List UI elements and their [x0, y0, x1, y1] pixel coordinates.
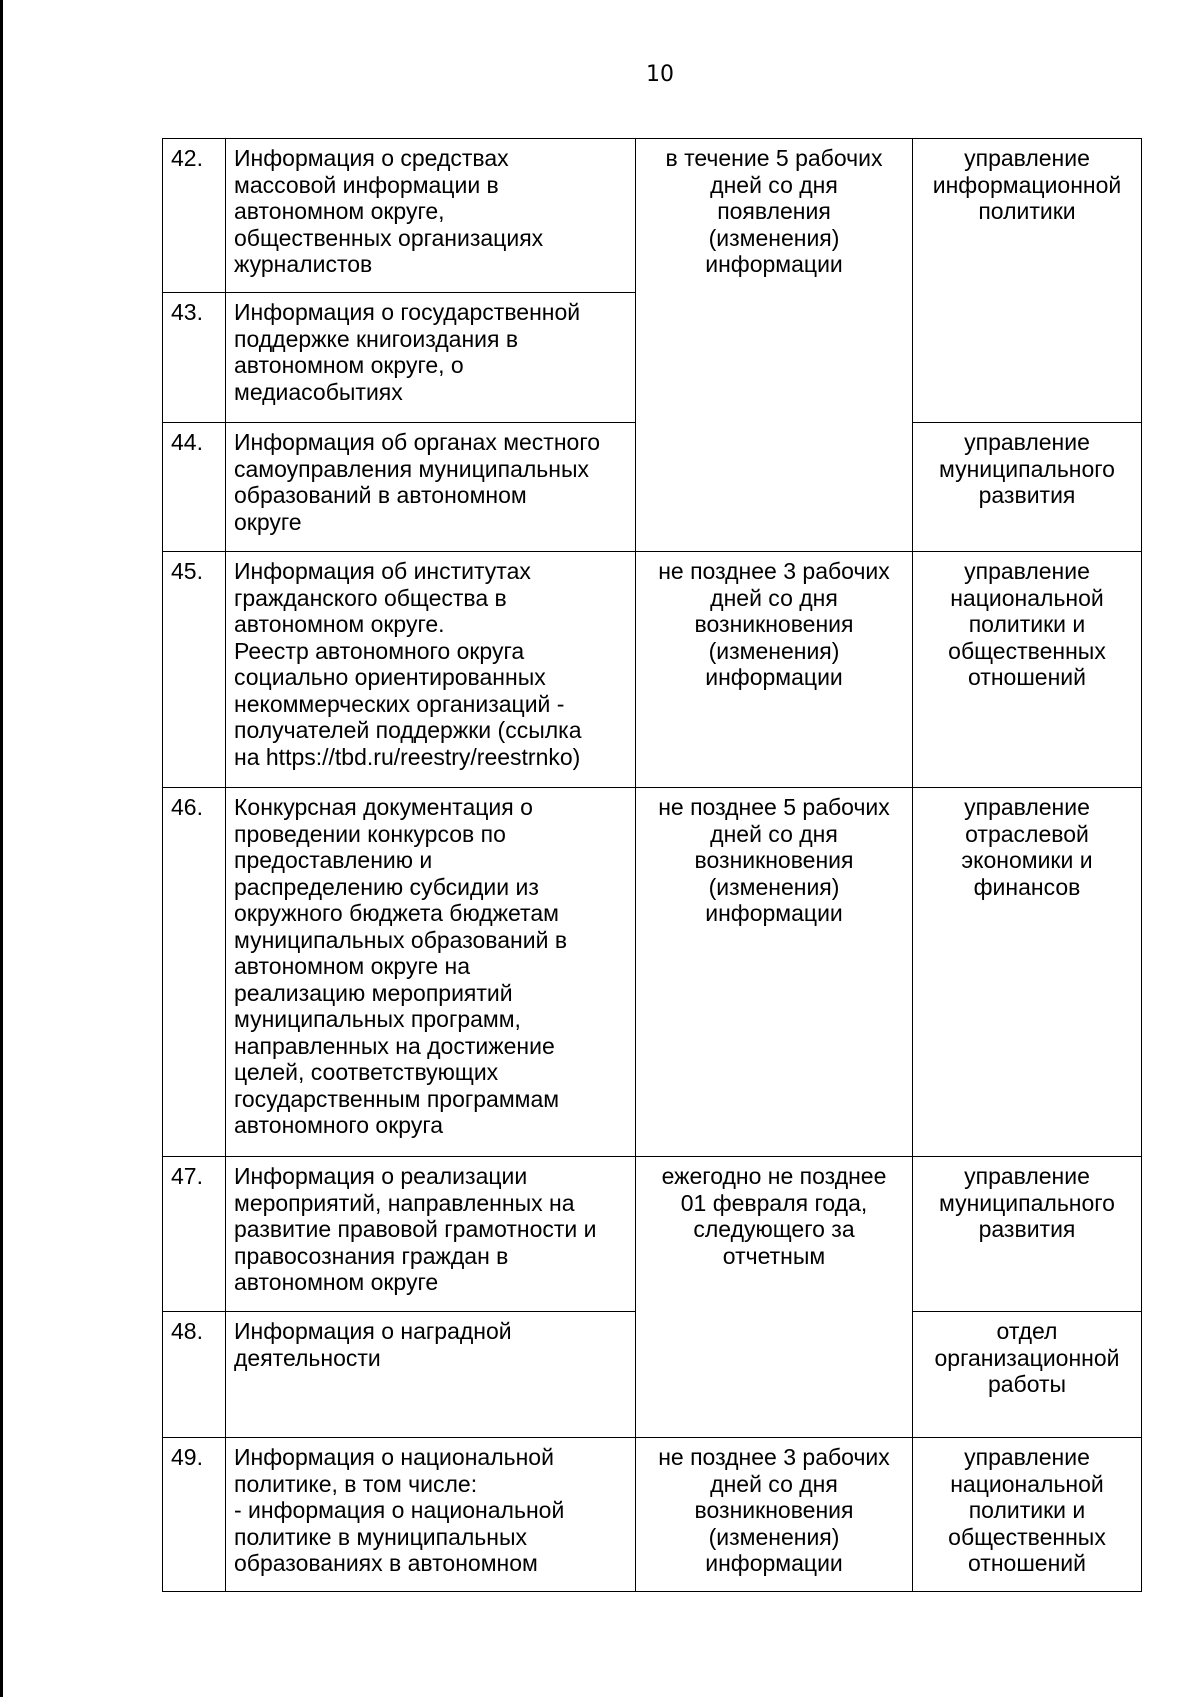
info-cell: Информация о наградной деятельности — [226, 1312, 636, 1438]
period-cell: не позднее 3 рабочих дней со дня возникновения (изменения) информации — [636, 552, 913, 788]
info-cell: Информация о средствах массовой информации в автономном округе, общественных организациях журналистов — [226, 139, 636, 293]
table-row — [163, 1438, 1142, 1592]
row-number: 45. — [163, 552, 226, 788]
page-number: 10 — [646, 62, 674, 87]
row-number: 42. — [163, 139, 226, 293]
row-number: 47. — [163, 1157, 226, 1312]
table-row — [163, 1157, 1142, 1312]
period-cell: в течение 5 рабочих дней со дня появления (изменения) информации — [636, 139, 913, 552]
row-number: 49. — [163, 1438, 226, 1592]
responsible-cell: отдел организационной работы — [913, 1312, 1142, 1438]
info-cell: Информация об институтах гражданского общества в автономном округе. Реестр автономного округа социально ориентированных некоммерческих организаций - получателей поддержки (ссылка на https://tbd.ru/reestry/reestrnko) — [226, 552, 636, 788]
table-row — [163, 139, 1142, 293]
row-number: 46. — [163, 788, 226, 1157]
period-cell: не позднее 3 рабочих дней со дня возникновения (изменения) информации — [636, 1438, 913, 1592]
responsible-cell: управление муниципального развития — [913, 1157, 1142, 1312]
responsible-cell: управление муниципального развития — [913, 423, 1142, 552]
table-row — [163, 552, 1142, 788]
information-table — [162, 138, 1142, 1592]
info-cell: Информация о реализации мероприятий, направленных на развитие правовой грамотности и правосознания граждан в автономном округе — [226, 1157, 636, 1312]
page-left-edge — [0, 0, 3, 1697]
info-cell: Конкурсная документация о проведении конкурсов по предоставлению и распределению субсидии из окружного бюджета бюджетам муниципальных образований в автономном округе на реализацию мероприятий муниципальных программ, направленных на достижение целей, соответствующих государственным программам автономного округа — [226, 788, 636, 1157]
info-cell: Информация об органах местного самоуправления муниципальных образований в автономном округе — [226, 423, 636, 552]
responsible-cell: управление национальной политики и общественных отношений — [913, 1438, 1142, 1592]
row-number: 43. — [163, 293, 226, 423]
period-cell: не позднее 5 рабочих дней со дня возникновения (изменения) информации — [636, 788, 913, 1157]
info-cell: Информация о национальной политике, в том числе: - информация о национальной политике в муниципальных образованиях в автономном — [226, 1438, 636, 1592]
info-cell: Информация о государственной поддержке книгоиздания в автономном округе, о медиасобытиях — [226, 293, 636, 423]
row-number: 44. — [163, 423, 226, 552]
responsible-cell: управление информационной политики — [913, 139, 1142, 423]
responsible-cell: управление национальной политики и общественных отношений — [913, 552, 1142, 788]
responsible-cell: управление отраслевой экономики и финансов — [913, 788, 1142, 1157]
period-cell: ежегодно не позднее 01 февраля года, следующего за отчетным — [636, 1157, 913, 1438]
table-row — [163, 788, 1142, 1157]
row-number: 48. — [163, 1312, 226, 1438]
